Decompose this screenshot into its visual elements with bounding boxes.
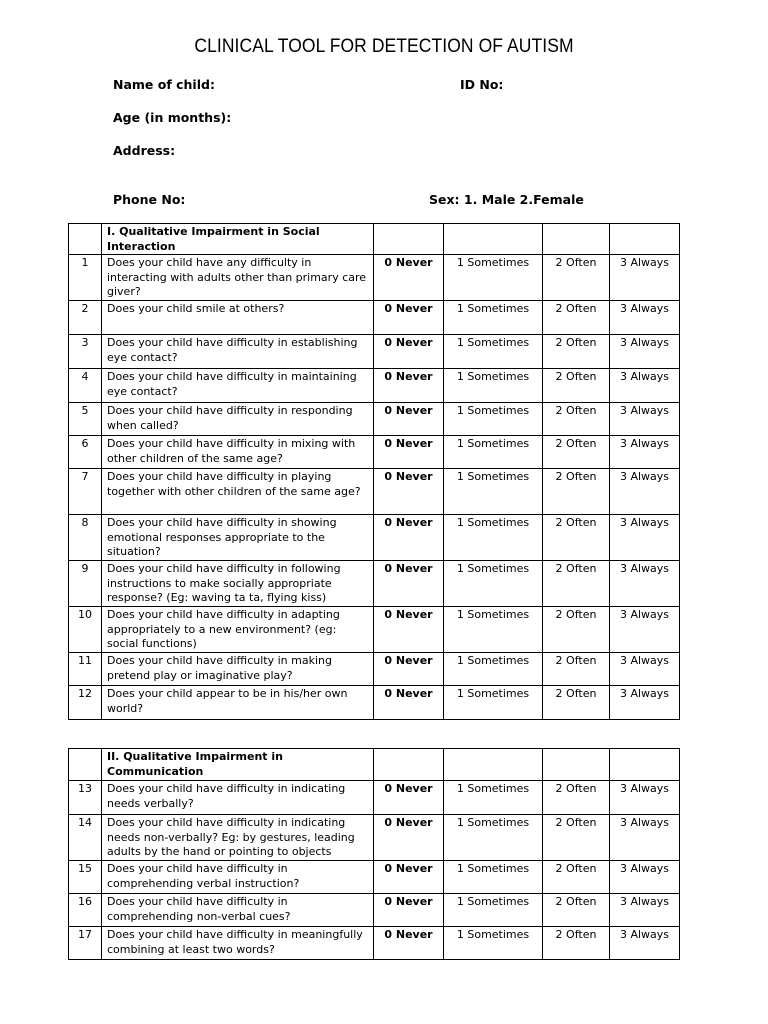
question-number: 9 xyxy=(69,561,102,607)
question-text: Does your child have difficulty in showing emotional responses appropriate to the situation? xyxy=(102,515,374,561)
section-header-row xyxy=(69,749,680,781)
option-often[interactable]: 2 Often xyxy=(543,369,610,403)
option-always[interactable]: 3 Always xyxy=(610,255,680,301)
question-number: 11 xyxy=(69,653,102,686)
question-number: 5 xyxy=(69,403,102,436)
option-never[interactable]: 0 Never xyxy=(374,561,444,607)
section-header-row xyxy=(69,224,680,255)
option-always[interactable]: 3 Always xyxy=(610,686,680,720)
option-always[interactable]: 3 Always xyxy=(610,301,680,335)
question-text: Does your child have difficulty in comprehending verbal instruction? xyxy=(102,861,374,894)
option-often[interactable]: 2 Often xyxy=(543,469,610,515)
option-often[interactable]: 2 Often xyxy=(543,781,610,815)
option-always[interactable]: 3 Always xyxy=(610,515,680,561)
id-no-label: ID No: xyxy=(460,77,504,92)
option-sometimes[interactable]: 1 Sometimes xyxy=(444,515,543,561)
page-title: CLINICAL TOOL FOR DETECTION OF AUTISM xyxy=(194,36,574,57)
option-sometimes[interactable]: 1 Sometimes xyxy=(444,607,543,653)
question-text: Does your child have difficulty in establishing eye contact? xyxy=(102,335,374,369)
option-always[interactable]: 3 Always xyxy=(610,894,680,927)
header-empty-cell xyxy=(444,224,543,255)
question-row xyxy=(69,335,680,369)
option-always[interactable]: 3 Always xyxy=(610,436,680,469)
option-sometimes[interactable]: 1 Sometimes xyxy=(444,927,543,960)
question-number: 4 xyxy=(69,369,102,403)
option-always[interactable]: 3 Always xyxy=(610,927,680,960)
option-never[interactable]: 0 Never xyxy=(374,815,444,861)
question-number: 12 xyxy=(69,686,102,720)
option-sometimes[interactable]: 1 Sometimes xyxy=(444,653,543,686)
question-text: Does your child have difficulty in indicating needs verbally? xyxy=(102,781,374,815)
question-row xyxy=(69,436,680,469)
question-text: Does your child have difficulty in following instructions to make socially appropriate response? (Eg: waving ta ta, flying kiss) xyxy=(102,561,374,607)
question-number: 10 xyxy=(69,607,102,653)
question-row xyxy=(69,653,680,686)
question-row xyxy=(69,403,680,436)
option-always[interactable]: 3 Always xyxy=(610,815,680,861)
option-often[interactable]: 2 Often xyxy=(543,561,610,607)
header-empty-cell xyxy=(543,224,610,255)
option-sometimes[interactable]: 1 Sometimes xyxy=(444,436,543,469)
option-often[interactable]: 2 Often xyxy=(543,301,610,335)
name-of-child-label: Name of child: xyxy=(113,77,215,92)
question-number: 8 xyxy=(69,515,102,561)
section-heading: I. Qualitative Impairment in Social Interaction xyxy=(102,224,374,255)
question-row xyxy=(69,561,680,607)
age-label: Age (in months): xyxy=(113,110,232,125)
phone-no-label: Phone No: xyxy=(113,192,186,207)
option-often[interactable]: 2 Often xyxy=(543,335,610,369)
option-often[interactable]: 2 Often xyxy=(543,515,610,561)
option-sometimes[interactable]: 1 Sometimes xyxy=(444,403,543,436)
question-row xyxy=(69,927,680,960)
question-row xyxy=(69,861,680,894)
address-label: Address: xyxy=(113,143,176,158)
option-always[interactable]: 3 Always xyxy=(610,607,680,653)
option-always[interactable]: 3 Always xyxy=(610,781,680,815)
option-always[interactable]: 3 Always xyxy=(610,335,680,369)
question-text: Does your child have difficulty in comprehending non-verbal cues? xyxy=(102,894,374,927)
option-sometimes[interactable]: 1 Sometimes xyxy=(444,894,543,927)
header-empty-cell xyxy=(610,224,680,255)
header-empty-cell xyxy=(610,749,680,781)
question-row xyxy=(69,607,680,653)
header-empty-cell xyxy=(374,749,444,781)
sex-label: Sex: 1. Male 2.Female xyxy=(429,192,584,207)
option-sometimes[interactable]: 1 Sometimes xyxy=(444,301,543,335)
option-sometimes[interactable]: 1 Sometimes xyxy=(444,469,543,515)
option-sometimes[interactable]: 1 Sometimes xyxy=(444,255,543,301)
option-often[interactable]: 2 Often xyxy=(543,436,610,469)
question-text: Does your child have difficulty in playing together with other children of the same age? xyxy=(102,469,374,515)
question-text: Does your child have any difficulty in interacting with adults other than primary care giver? xyxy=(102,255,374,301)
question-number: 16 xyxy=(69,894,102,927)
question-row xyxy=(69,686,680,720)
question-number: 13 xyxy=(69,781,102,815)
question-text: Does your child have difficulty in indicating needs non-verbally? Eg: by gestures, leading adults by the hand or pointing to objects xyxy=(102,815,374,861)
option-often[interactable]: 2 Often xyxy=(543,686,610,720)
option-sometimes[interactable]: 1 Sometimes xyxy=(444,686,543,720)
option-sometimes[interactable]: 1 Sometimes xyxy=(444,561,543,607)
option-never[interactable]: 0 Never xyxy=(374,515,444,561)
question-row xyxy=(69,301,680,335)
question-text: Does your child smile at others? xyxy=(102,301,374,335)
option-never[interactable]: 0 Never xyxy=(374,861,444,894)
option-never[interactable]: 0 Never xyxy=(374,369,444,403)
option-always[interactable]: 3 Always xyxy=(610,369,680,403)
option-often[interactable]: 2 Often xyxy=(543,861,610,894)
question-text: Does your child have difficulty in maintaining eye contact? xyxy=(102,369,374,403)
question-number: 7 xyxy=(69,469,102,515)
question-text: Does your child have difficulty in making pretend play or imaginative play? xyxy=(102,653,374,686)
question-text: Does your child have difficulty in mixing with other children of the same age? xyxy=(102,436,374,469)
header-empty-cell xyxy=(69,224,102,255)
option-sometimes[interactable]: 1 Sometimes xyxy=(444,335,543,369)
option-never[interactable]: 0 Never xyxy=(374,335,444,369)
option-never[interactable]: 0 Never xyxy=(374,781,444,815)
option-always[interactable]: 3 Always xyxy=(610,469,680,515)
option-often[interactable]: 2 Often xyxy=(543,894,610,927)
option-often[interactable]: 2 Often xyxy=(543,255,610,301)
question-number: 3 xyxy=(69,335,102,369)
question-text: Does your child have difficulty in meaningfully combining at least two words? xyxy=(102,927,374,960)
option-never[interactable]: 0 Never xyxy=(374,653,444,686)
option-always[interactable]: 3 Always xyxy=(610,653,680,686)
option-always[interactable]: 3 Always xyxy=(610,561,680,607)
option-often[interactable]: 2 Often xyxy=(543,403,610,436)
question-text: Does your child have difficulty in adapting appropriately to a new environment? (eg: social functions) xyxy=(102,607,374,653)
header-empty-cell xyxy=(69,749,102,781)
question-row xyxy=(69,781,680,815)
question-row xyxy=(69,469,680,515)
option-never[interactable]: 0 Never xyxy=(374,403,444,436)
question-number: 17 xyxy=(69,927,102,960)
option-never[interactable]: 0 Never xyxy=(374,607,444,653)
option-never[interactable]: 0 Never xyxy=(374,894,444,927)
question-number: 2 xyxy=(69,301,102,335)
question-number: 14 xyxy=(69,815,102,861)
option-often[interactable]: 2 Often xyxy=(543,815,610,861)
header-empty-cell xyxy=(543,749,610,781)
question-row xyxy=(69,255,680,301)
option-sometimes[interactable]: 1 Sometimes xyxy=(444,781,543,815)
option-never[interactable]: 0 Never xyxy=(374,436,444,469)
option-sometimes[interactable]: 1 Sometimes xyxy=(444,861,543,894)
question-row xyxy=(69,369,680,403)
option-sometimes[interactable]: 1 Sometimes xyxy=(444,369,543,403)
option-often[interactable]: 2 Often xyxy=(543,653,610,686)
communication-table xyxy=(68,748,680,960)
header-empty-cell xyxy=(374,224,444,255)
option-sometimes[interactable]: 1 Sometimes xyxy=(444,815,543,861)
option-never[interactable]: 0 Never xyxy=(374,927,444,960)
option-never[interactable]: 0 Never xyxy=(374,301,444,335)
question-row xyxy=(69,815,680,861)
option-often[interactable]: 2 Often xyxy=(543,927,610,960)
question-row xyxy=(69,894,680,927)
option-never[interactable]: 0 Never xyxy=(374,255,444,301)
question-number: 1 xyxy=(69,255,102,301)
header-empty-cell xyxy=(444,749,543,781)
section-heading: II. Qualitative Impairment in Communication xyxy=(102,749,374,781)
option-often[interactable]: 2 Often xyxy=(543,607,610,653)
option-always[interactable]: 3 Always xyxy=(610,861,680,894)
question-row xyxy=(69,515,680,561)
option-never[interactable]: 0 Never xyxy=(374,469,444,515)
question-number: 15 xyxy=(69,861,102,894)
question-text: Does your child appear to be in his/her own world? xyxy=(102,686,374,720)
option-never[interactable]: 0 Never xyxy=(374,686,444,720)
question-number: 6 xyxy=(69,436,102,469)
option-always[interactable]: 3 Always xyxy=(610,403,680,436)
question-text: Does your child have difficulty in responding when called? xyxy=(102,403,374,436)
social-interaction-table xyxy=(68,223,680,720)
